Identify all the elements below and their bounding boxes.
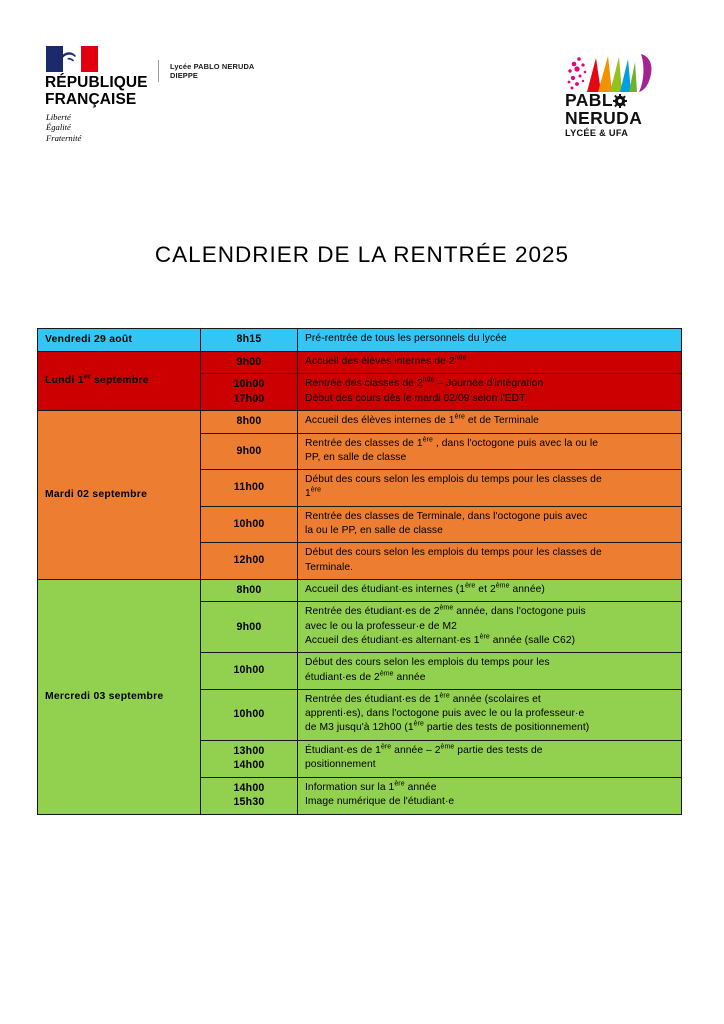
logo-name-line-2: NERUDA xyxy=(565,108,643,128)
day-label-cell: Vendredi 29 août xyxy=(38,329,201,352)
motto-fraternite: Fraternité xyxy=(46,132,82,143)
republique-line-2: FRANÇAISE xyxy=(45,90,137,108)
table-row xyxy=(38,351,682,374)
motto-liberte: Liberté xyxy=(46,112,71,122)
flag-red-band xyxy=(81,46,98,72)
table-row xyxy=(38,411,682,434)
description-cell: Rentrée des classes de 2nde – Journée d'intégration Début des cours dès le mardi 02/09 selon l'EDT xyxy=(298,374,682,411)
logo-gear-o-icon xyxy=(613,94,627,108)
time-cell: 12h00 xyxy=(201,543,298,580)
republique-line-1: RÉPUBLIQUE xyxy=(45,74,148,91)
description-cell: Début des cours selon les emplois du temps pour les classes de Terminale. xyxy=(298,543,682,580)
header-divider xyxy=(158,60,159,82)
day-label-cell: Mardi 02 septembre xyxy=(38,411,201,580)
description-cell: Accueil des élèves internes de 2nde xyxy=(298,351,682,374)
time-cell: 13h00 14h00 xyxy=(201,740,298,777)
day-label-cell: Lundi 1er septembre xyxy=(38,351,201,411)
description-cell: Début des cours selon les emplois du temps pour les étudiant·es de 2ème année xyxy=(298,653,682,690)
time-cell: 10h00 xyxy=(201,506,298,543)
time-cell: 10h00 xyxy=(201,653,298,690)
description-cell: Information sur la 1ère année Image numérique de l'étudiant·e xyxy=(298,777,682,814)
description-cell: Début des cours selon les emplois du temps pour les classes de 1ère xyxy=(298,470,682,507)
day-label-cell: Mercredi 03 septembre xyxy=(38,579,201,814)
partner-institution xyxy=(170,62,254,80)
republique-francaise-logo xyxy=(40,46,240,143)
time-cell: 9h00 xyxy=(201,602,298,653)
time-cell: 8h15 xyxy=(201,329,298,352)
description-cell: Rentrée des classes de Terminale, dans l'octogone puis avec la ou le PP, en salle de classe xyxy=(298,506,682,543)
description-cell: Pré-rentrée de tous les personnels du lycée xyxy=(298,329,682,352)
description-cell: Accueil des étudiant·es internes (1ère et 2ème année) xyxy=(298,579,682,602)
time-cell: 11h00 xyxy=(201,470,298,507)
time-cell: 9h00 xyxy=(201,433,298,470)
description-cell: Rentrée des étudiant·es de 1ère année (scolaires et apprenti·es), dans l'octogone puis avec le ou la professeur·e de M3 jusqu'à 12h00 (1ère partie des tests de positionnement) xyxy=(298,689,682,740)
time-cell: 8h00 xyxy=(201,411,298,434)
description-cell: Rentrée des classes de 1ère , dans l'octogone puis avec la ou le PP, en salle de classe xyxy=(298,433,682,470)
description-cell: Étudiant·es de 1ère année – 2ème partie des tests de positionnement xyxy=(298,740,682,777)
table-row xyxy=(38,579,682,602)
logo-subtitle: LYCÉE & UFA xyxy=(565,128,629,138)
logo-name-line-1: PABL xyxy=(565,92,665,109)
flag-white-band xyxy=(63,46,80,72)
calendar-table-wrapper xyxy=(37,328,681,815)
table-row xyxy=(38,329,682,352)
time-cell: 9h00 xyxy=(201,351,298,374)
french-flag-icon xyxy=(46,46,98,72)
partner-line-2: DIEPPE xyxy=(170,71,199,81)
description-cell: Rentrée des étudiant·es de 2ème année, dans l'octogone puis avec le ou la professeur·e de M2 Accueil des étudiant·es alternant·es 1ère année (salle C62) xyxy=(298,602,682,653)
marianne-silhouette-icon xyxy=(57,49,79,69)
calendar-table xyxy=(37,328,682,815)
description-cell: Accueil des élèves internes de 1ère et de Terminale xyxy=(298,411,682,434)
time-cell: 14h00 15h30 xyxy=(201,777,298,814)
time-cell: 10h00 xyxy=(201,689,298,740)
page-title: CALENDRIER DE LA RENTRÉE 2025 xyxy=(154,242,570,267)
motto-egalite: Égalité xyxy=(46,122,71,133)
partner-line-1: Lycée PABLO NERUDA xyxy=(170,62,255,71)
time-cell: 8h00 xyxy=(201,579,298,602)
page-header xyxy=(0,0,724,180)
pablo-neruda-logo xyxy=(565,48,665,138)
time-cell: 10h00 17h00 xyxy=(201,374,298,411)
